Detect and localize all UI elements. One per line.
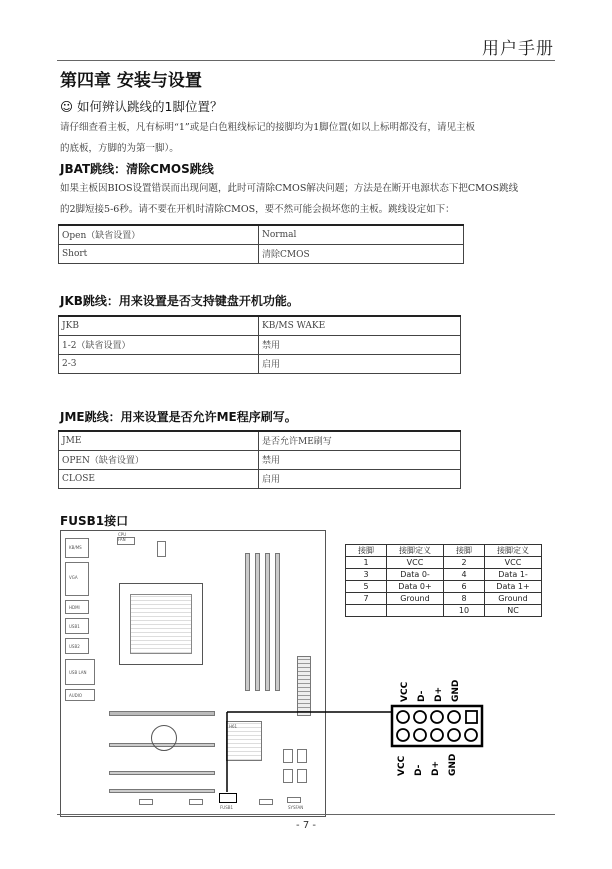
table-cell: 10 [444, 605, 485, 617]
pin1-question-text: 如何辨认跳线的1脚位置？ [77, 99, 223, 114]
io-label: HDMI [69, 605, 80, 610]
table-cell: CLOSE [59, 469, 259, 488]
connector-pin [397, 711, 409, 723]
fusb-title: FUSB1接口 [60, 514, 129, 528]
table-row [346, 569, 542, 581]
connector-pin [397, 729, 409, 741]
fusb-pin-table [345, 544, 542, 617]
pin1-paragraph-line: 的底板，方脚的为第一脚）。 [60, 143, 179, 154]
connector-label: D+ [431, 760, 441, 776]
table-header: 接脚 [346, 545, 387, 557]
table-cell: NC [485, 605, 542, 617]
jkb-title: JKB跳线：用来设置是否支持键盘开机功能。 [60, 294, 299, 308]
table-cell [387, 605, 444, 617]
connector-pin [448, 729, 460, 741]
table-cell: Normal [259, 225, 464, 244]
smiley-icon: ☺ [60, 99, 74, 114]
connector-pin [431, 711, 443, 723]
table-cell: 是否允许ME刷写 [259, 431, 461, 450]
table-cell: Ground [387, 593, 444, 605]
io-label: USB2 [69, 644, 80, 649]
table-cell: 启用 [259, 354, 461, 373]
table-cell: VCC [485, 557, 542, 569]
io-label: USB1 [69, 624, 80, 629]
jme-title: JME跳线：用来设置是否允许ME程序刷写。 [60, 410, 297, 424]
table-cell: 1-2（缺省设置） [59, 335, 259, 354]
table-cell: 7 [346, 593, 387, 605]
table-header: 接脚定义 [485, 545, 542, 557]
table-cell: 5 [346, 581, 387, 593]
table-cell: Open（缺省设置） [59, 225, 259, 244]
table-cell: 6 [444, 581, 485, 593]
table-cell: 2 [444, 557, 485, 569]
table-cell: Ground [485, 593, 542, 605]
table-cell: 2-3 [59, 354, 259, 373]
table-cell: Short [59, 244, 259, 263]
table-cell: OPEN（缺省设置） [59, 450, 259, 469]
connector-label: VCC [400, 681, 410, 702]
table-cell: 3 [346, 569, 387, 581]
table-cell: 禁用 [259, 335, 461, 354]
table-cell: 启用 [259, 469, 461, 488]
table-cell: 1 [346, 557, 387, 569]
io-label: SYSFAN [288, 805, 304, 810]
connector-label: D+ [434, 686, 444, 702]
table-row [346, 593, 542, 605]
connector-pin [414, 711, 426, 723]
io-label: AUDIO [69, 693, 83, 698]
connector-pin [465, 729, 477, 741]
table-cell: 8 [444, 593, 485, 605]
table-cell [346, 605, 387, 617]
connector-pin [431, 729, 443, 741]
table-header: 接脚定义 [387, 545, 444, 557]
connector-label: GND [448, 753, 458, 776]
table-cell: KB/MS WAKE [259, 316, 461, 335]
io-label: CPU FAN [118, 532, 127, 542]
table-cell: 禁用 [259, 450, 461, 469]
io-label: VGA [69, 575, 78, 580]
table-cell: Data 0- [387, 569, 444, 581]
fusb-connector-diagram [380, 668, 490, 783]
table-cell: VCC [387, 557, 444, 569]
table-cell: JME [59, 431, 259, 450]
chapter-title: 第四章 安装与设置 [60, 71, 202, 91]
table-cell: JKB [59, 316, 259, 335]
jbat-paragraph-line: 如果主板因BIOS设置错误而出现问题，此时可清除CMOS解决问题；方法是在断开电源状态下把CMOS跳线 [60, 183, 519, 194]
connector-label: VCC [397, 755, 407, 776]
connector-label: D- [414, 764, 424, 776]
jbat-paragraph-line: 的2脚短接5-6秒。请不要在开机时清除CMOS，要不然可能会损坏您的主板。跳线设定如下： [60, 204, 455, 215]
table-cell: 清除CMOS [259, 244, 464, 263]
chip-label: H61 [229, 724, 238, 729]
pin1-paragraph-line: 请仔细查看主板，凡有标明“1”或是白色粗线标记的接脚均为1脚位置(如以上标明都没有，请见主板 [60, 122, 476, 133]
jbat-title: JBAT跳线：清除CMOS跳线 [60, 162, 214, 176]
io-label: USB LAN [69, 670, 87, 675]
table-cell: 4 [444, 569, 485, 581]
header-title: 用户手册 [482, 39, 554, 59]
connector-pin [414, 729, 426, 741]
connector-pin-key [466, 711, 477, 723]
connector-pin [448, 711, 460, 723]
table-row [346, 557, 542, 569]
table-cell: Data 1+ [485, 581, 542, 593]
table-cell: Data 1- [485, 569, 542, 581]
table-header-row [346, 545, 542, 557]
connector-label: GND [451, 679, 461, 702]
connector-label: D- [417, 690, 427, 702]
fusb-label: FUSB1 [220, 805, 234, 810]
table-row [346, 605, 542, 617]
footer-rule [57, 814, 555, 815]
table-header: 接脚 [444, 545, 485, 557]
page-number: - 7 - [296, 820, 316, 831]
io-label: KB/MS [69, 545, 82, 550]
table-cell: Data 0+ [387, 581, 444, 593]
table-row [346, 581, 542, 593]
